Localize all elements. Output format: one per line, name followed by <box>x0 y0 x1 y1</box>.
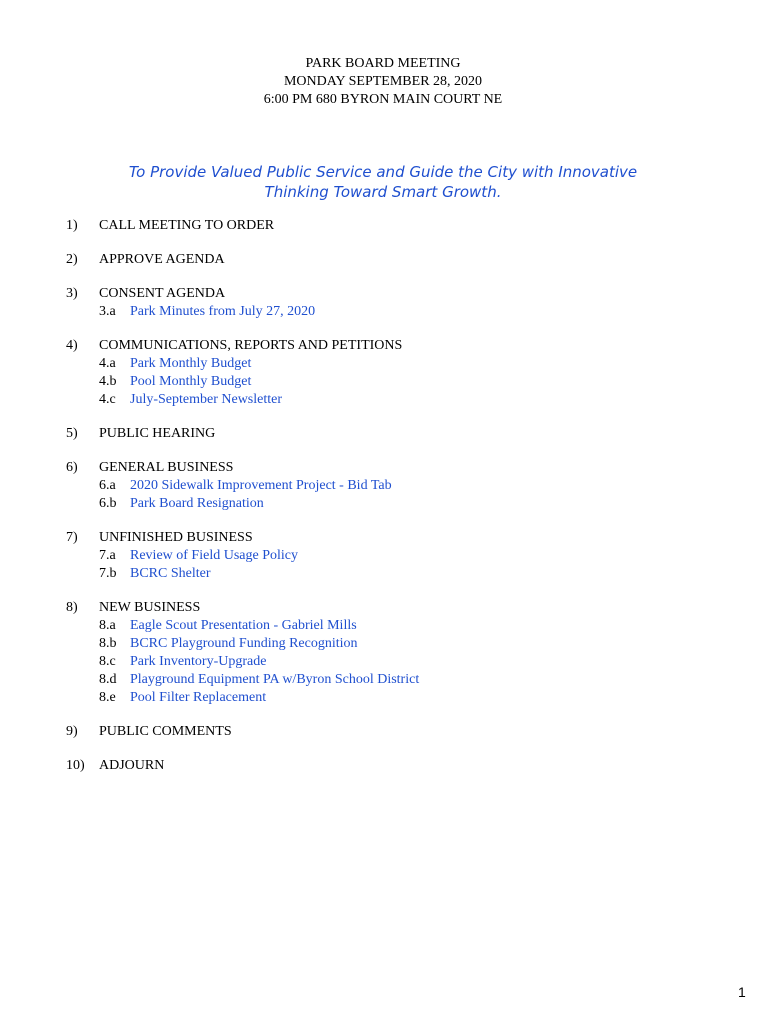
agenda-item-code: 3.a <box>99 304 116 319</box>
agenda-item <box>99 373 746 391</box>
agenda-section <box>66 529 746 583</box>
meeting-date: MONDAY SEPTEMBER 28, 2020 <box>283 74 483 89</box>
agenda-section-title: GENERAL BUSINESS <box>99 460 234 475</box>
agenda-section <box>66 599 746 707</box>
agenda-item-link[interactable]: Pool Monthly Budget <box>130 374 252 389</box>
agenda-section-header <box>66 337 746 355</box>
agenda-item-link[interactable]: Park Minutes from July 27, 2020 <box>130 304 316 319</box>
agenda-item <box>99 495 746 513</box>
agenda-section <box>66 723 746 741</box>
agenda-section <box>66 285 746 321</box>
agenda-item <box>99 671 746 689</box>
agenda-item-code: 6.b <box>99 496 117 511</box>
agenda-item-link[interactable]: July-September Newsletter <box>130 392 283 407</box>
agenda-section <box>66 459 746 513</box>
agenda-item <box>99 477 746 495</box>
agenda-item <box>99 547 746 565</box>
agenda-item-code: 8.a <box>99 618 116 633</box>
agenda-section-header <box>66 757 746 775</box>
agenda-item <box>99 565 746 583</box>
agenda-item-code: 4.b <box>99 374 117 389</box>
agenda-item-code: 8.d <box>99 672 117 687</box>
agenda-item-code: 4.c <box>99 392 116 407</box>
agenda-section-header <box>66 217 746 235</box>
agenda-item-link[interactable]: Park Board Resignation <box>130 496 264 511</box>
agenda-item-link[interactable]: BCRC Playground Funding Recognition <box>130 636 358 651</box>
agenda-section-number: 6) <box>66 460 78 475</box>
agenda-item-code: 4.a <box>99 356 116 371</box>
agenda-list <box>66 217 746 791</box>
agenda-item-code: 8.e <box>99 690 116 705</box>
agenda-item-code: 7.a <box>99 548 116 563</box>
agenda-sub-items <box>99 355 746 409</box>
agenda-section-number: 10) <box>66 758 85 773</box>
agenda-section-number: 8) <box>66 600 78 615</box>
agenda-item <box>99 355 746 373</box>
meeting-title: PARK BOARD MEETING <box>305 56 461 71</box>
agenda-section-title: APPROVE AGENDA <box>99 252 225 267</box>
agenda-section <box>66 757 746 775</box>
agenda-item <box>99 653 746 671</box>
meeting-time-location: 6:00 PM 680 BYRON MAIN COURT NE <box>263 92 503 107</box>
agenda-item-code: 7.b <box>99 566 117 581</box>
agenda-item-link[interactable]: 2020 Sidewalk Improvement Project - Bid Tab <box>130 478 392 493</box>
agenda-item-link[interactable]: Pool Filter Replacement <box>130 690 267 705</box>
agenda-item-link[interactable]: Park Monthly Budget <box>130 356 252 371</box>
agenda-item <box>99 617 746 635</box>
agenda-section-header <box>66 723 746 741</box>
agenda-section <box>66 251 746 269</box>
agenda-item <box>99 689 746 707</box>
agenda-section-title: PUBLIC COMMENTS <box>99 724 232 739</box>
agenda-section-title: CONSENT AGENDA <box>99 286 226 301</box>
agenda-section-header <box>66 425 746 443</box>
agenda-item-link[interactable]: Park Inventory-Upgrade <box>130 654 267 669</box>
agenda-section-number: 1) <box>66 218 78 233</box>
agenda-section-title: COMMUNICATIONS, REPORTS AND PETITIONS <box>99 338 403 353</box>
agenda-section-header <box>66 285 746 303</box>
mission-line-2: Thinking Toward Smart Growth. <box>264 183 502 201</box>
agenda-item <box>99 303 746 321</box>
agenda-section-title: PUBLIC HEARING <box>99 426 216 441</box>
agenda-item-link[interactable]: BCRC Shelter <box>130 566 211 581</box>
agenda-section-number: 3) <box>66 286 78 301</box>
agenda-item-link[interactable]: Review of Field Usage Policy <box>130 548 298 563</box>
agenda-item-code: 8.b <box>99 636 117 651</box>
agenda-item-code: 6.a <box>99 478 116 493</box>
page-number: 1 <box>738 984 746 1000</box>
agenda-section-header <box>66 251 746 269</box>
agenda-section-number: 2) <box>66 252 78 267</box>
agenda-item <box>99 635 746 653</box>
agenda-sub-items <box>99 477 746 513</box>
agenda-section-number: 7) <box>66 530 78 545</box>
agenda-section-header <box>66 459 746 477</box>
agenda-section <box>66 337 746 409</box>
agenda-sub-items <box>99 547 746 583</box>
agenda-item-link[interactable]: Eagle Scout Presentation - Gabriel Mills <box>130 618 357 633</box>
agenda-section-header <box>66 529 746 547</box>
agenda-section <box>66 425 746 443</box>
agenda-section-number: 9) <box>66 724 78 739</box>
mission-statement <box>0 162 766 202</box>
meeting-header <box>0 55 766 109</box>
agenda-section-title: NEW BUSINESS <box>99 600 201 615</box>
agenda-item <box>99 391 746 409</box>
agenda-section-number: 5) <box>66 426 78 441</box>
agenda-section-title: ADJOURN <box>99 758 165 773</box>
agenda-sub-items <box>99 303 746 321</box>
agenda-section-title: UNFINISHED BUSINESS <box>99 530 253 545</box>
agenda-sub-items <box>99 617 746 707</box>
agenda-item-code: 8.c <box>99 654 116 669</box>
agenda-section-header <box>66 599 746 617</box>
agenda-section <box>66 217 746 235</box>
agenda-section-title: CALL MEETING TO ORDER <box>99 218 275 233</box>
agenda-section-number: 4) <box>66 338 78 353</box>
agenda-item-link[interactable]: Playground Equipment PA w/Byron School District <box>130 672 420 687</box>
mission-line-1: To Provide Valued Public Service and Guide the City with Innovative <box>128 163 638 181</box>
